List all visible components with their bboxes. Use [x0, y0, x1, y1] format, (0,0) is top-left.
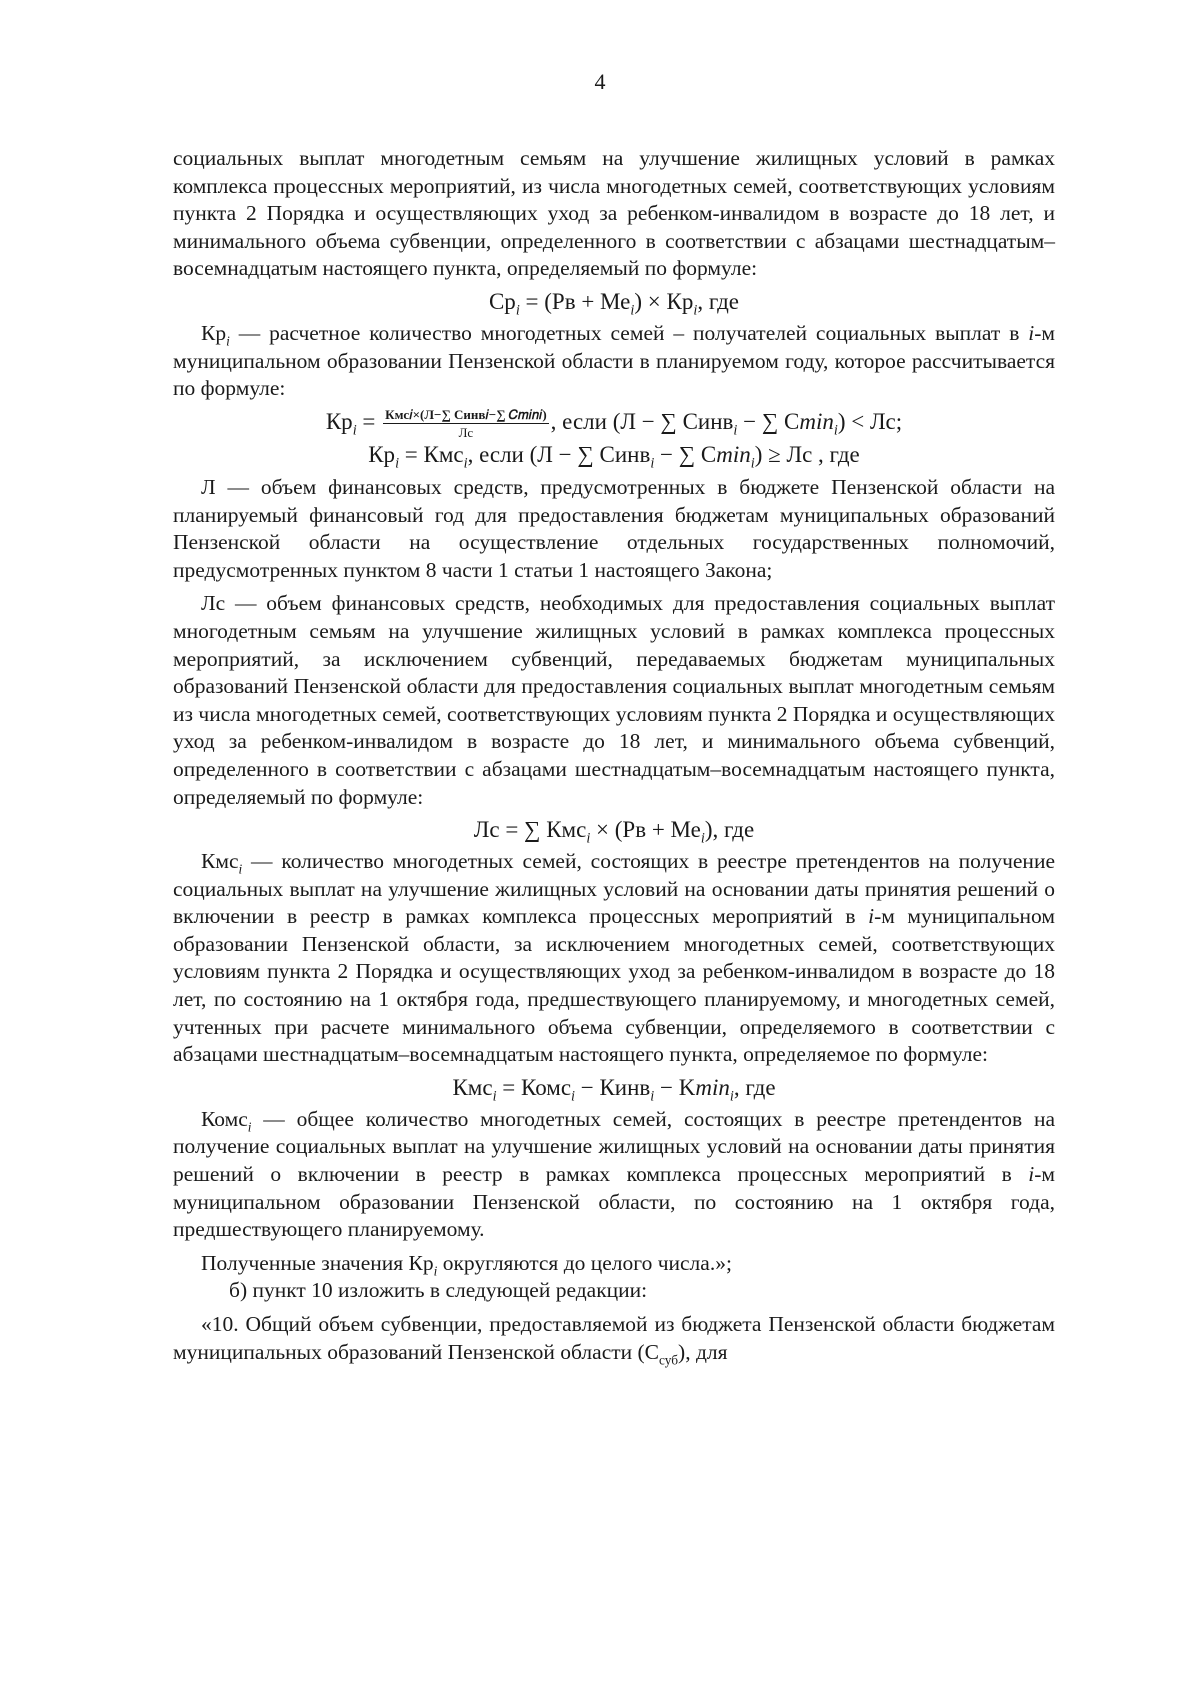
document-body	[173, 145, 1055, 1366]
formula-kr-condition: , если (Л − ∑ Синв	[550, 408, 734, 434]
formula-ls-mid: × (Рв + Ме	[590, 817, 701, 843]
fraction	[383, 407, 549, 440]
formula-kr-alt-eq: = Кмс	[399, 441, 464, 467]
formula-kms-eq: = Комс	[496, 1074, 572, 1100]
kr-def-text-b: -м муниципальном образовании Пензенской области в планируемом году, которое рассчитывается по формуле:	[173, 320, 1055, 401]
index-i: i	[630, 302, 635, 319]
page-number: 4	[594, 69, 606, 94]
index-i: i	[650, 455, 655, 472]
formula-ls	[173, 815, 1055, 845]
index-i: i	[733, 422, 738, 439]
index-i: i	[586, 830, 591, 847]
formula-kr-alt-condition: , если (Л − ∑ Синв	[467, 441, 651, 467]
koms-def-text-b: -м муниципальном образовании Пензенской области, по состоянию на 1 октября года, предшествующего планируемому.	[173, 1162, 1055, 1242]
paragraph-continuation: социальных выплат многодетным семьям на улучшение жилищных условий в рамках комплекса процессных мероприятий, из числа многодетных семей, соответствующих условиям пункта 2 Порядка и осуществляющих уход за ребенком-инвалидом в возрасте до 18 лет, и минимального объема субвенции, определенного в соответствии с абзацами шестнадцатым–восемнадцатым настоящего пункта, определяемый по формуле:	[173, 146, 1055, 281]
point-10-text-b: ), для	[678, 1339, 728, 1364]
index-i: i	[395, 455, 400, 472]
symbol-koms: Комс	[201, 1106, 248, 1131]
index-i: i	[750, 455, 755, 472]
formula-kr-fraction: $Кр_i$ = $\frac{\text{Кмс𝑖×(Л−∑ Синв𝑖−∑ 𝐶𝑚𝑖𝑛𝑖)}}{Лс}$ , если (Л − ∑ Синв$_i$ − ∑ Cmin$_i$) < Лс;	[325, 406, 903, 440]
formula-sr-mid: ) × Кр	[634, 288, 694, 314]
symbol-kr: Кр	[201, 320, 227, 345]
subscript-min: min	[799, 408, 834, 434]
subscript-min: min	[716, 441, 751, 467]
kms-def-text-a: — количество многодетных семей, состоящих в реестре претендентов на получение социальных выплат на улучшение жилищных условий на основании даты принятия решений о включении в реестр в рамках комплекса процессных мероприятий в	[173, 849, 1055, 929]
formula-kms-tail: , где	[733, 1074, 776, 1100]
symbol-kms: Кмс	[201, 849, 239, 874]
kms-def-text-b: -м муниципальном образовании Пензенской области, за исключением многодетных семей, соответствующих условиям пункта 2 Порядка и осуществляющих уход за ребенком-инвалидом в возрасте до 18 лет, по состоянию на 1 октября года, предшествующего планируемому, и многодетных семей, учтенных при расчете минимального объема субвенции, определяемого в соответствии с абзацами шестнадцатым–восемнадцатым настоящего пункта, определяемое по формуле:	[173, 904, 1055, 1067]
rounding-text-b: округляются до целого числа.»;	[437, 1250, 732, 1275]
formula-sr-lhs: Ср	[488, 288, 516, 314]
index-i: i	[1028, 1162, 1035, 1187]
index-i: i	[729, 1088, 734, 1105]
koms-def-text-a: — общее количество многодетных семей, состоящих в реестре претендентов на получение социальных выплат на улучшение жилищных условий на основании даты принятия решений о включении в реестр в рамках комплекса процессных мероприятий в	[173, 1106, 1055, 1187]
paragraph-koms-definition	[173, 1106, 1055, 1244]
index-i: i	[693, 302, 698, 319]
formula-kr-condition-2: − ∑ C	[737, 408, 800, 434]
index-i: i	[463, 455, 468, 472]
paragraph-kms-definition	[173, 848, 1055, 1069]
formula-ls-lhs: Лс = ∑ Кмс	[473, 817, 587, 843]
paragraph-item-b: б) пункт 10 изложить в следующей редакции:	[229, 1278, 648, 1303]
index-i: i	[650, 1088, 655, 1105]
fraction-denominator: Лс	[458, 424, 474, 440]
fraction-numerator: Кмс𝑖×(Л−∑ Синв𝑖−∑ 𝐶𝑚𝑖𝑛𝑖)	[385, 406, 547, 422]
index-i: i	[433, 1263, 438, 1279]
paragraph-ls-definition: Лс — объем финансовых средств, необходимых для предоставления социальных выплат многодетным семьям на улучшение жилищных условий в рамках комплекса процессных мероприятий, за исключением субвенций, передаваемых бюджетам муниципальных образований Пензенской области для предоставления социальных выплат многодетным семьям из числа многодетных семей, соответствующих условиям пункта 2 Порядка и осуществляющих уход за ребенком-инвалидом в возрасте до 18 лет, и минимального объема субвенций, определенного в соответствии с абзацами шестнадцатым–восемнадцатым настоящего пункта, определяемый по формуле:	[173, 591, 1055, 809]
paragraph-rounding	[173, 1250, 1055, 1278]
formula-kr-alt-condition-3: ) ≥ Лс , где	[754, 441, 860, 467]
index-i: i	[238, 861, 243, 877]
point-10-text-a: «10. Общий объем субвенции, предоставляемой из бюджета Пензенской области бюджетам муниципальных образований Пензенской области (С	[173, 1312, 1055, 1364]
rounding-text-a: Полученные значения Кр	[201, 1250, 434, 1275]
formula-kr-lhs: Кр	[325, 408, 353, 434]
formula-ls-tail: ), где	[704, 817, 755, 843]
subscript-sub: суб	[659, 1351, 679, 1367]
index-i: i	[492, 1088, 497, 1105]
formula-kr-alt-condition-2: − ∑ C	[654, 441, 717, 467]
index-i: i	[833, 422, 838, 439]
formula-sr-eq: = (Рв + Ме	[519, 288, 631, 314]
index-i: i	[571, 1088, 575, 1105]
index-i: i	[247, 1119, 252, 1135]
index-i: i	[700, 830, 705, 847]
formula-kr-alt	[173, 440, 1055, 470]
paragraph-point-10	[173, 1311, 1055, 1366]
formula-kms-mid: − Кинв	[575, 1074, 651, 1100]
formula-kms	[173, 1073, 1055, 1103]
index-i: i	[1028, 320, 1035, 345]
index-i: i	[515, 302, 520, 319]
subscript-min: min	[695, 1074, 730, 1100]
formula-kr-alt-lhs: Кр	[368, 441, 396, 467]
formula-kms-lhs: Кмс	[452, 1074, 493, 1100]
index-i: i	[868, 904, 875, 929]
paragraph-kr-definition	[173, 320, 1055, 403]
index-i: i	[352, 422, 357, 439]
formula-kr-condition-3: ) < Лс;	[837, 408, 903, 434]
paragraph-l-definition: Л — объем финансовых средств, предусмотренных в бюджете Пензенской области на планируемый финансовый год для предоставления бюджетам муниципальных образований Пензенской области на осуществление отдельных государственных полномочий, предусмотренных пунктом 8 части 1 статьи 1 настоящего Закона;	[173, 474, 1055, 582]
formula-sr	[173, 287, 1055, 317]
formula-sr-tail: , где	[697, 288, 740, 314]
formula-kms-mid-2: − K	[654, 1074, 696, 1100]
index-i: i	[226, 333, 230, 349]
kr-def-text-a: — расчетное количество многодетных семей – получателей социальных выплат в	[229, 320, 1029, 345]
